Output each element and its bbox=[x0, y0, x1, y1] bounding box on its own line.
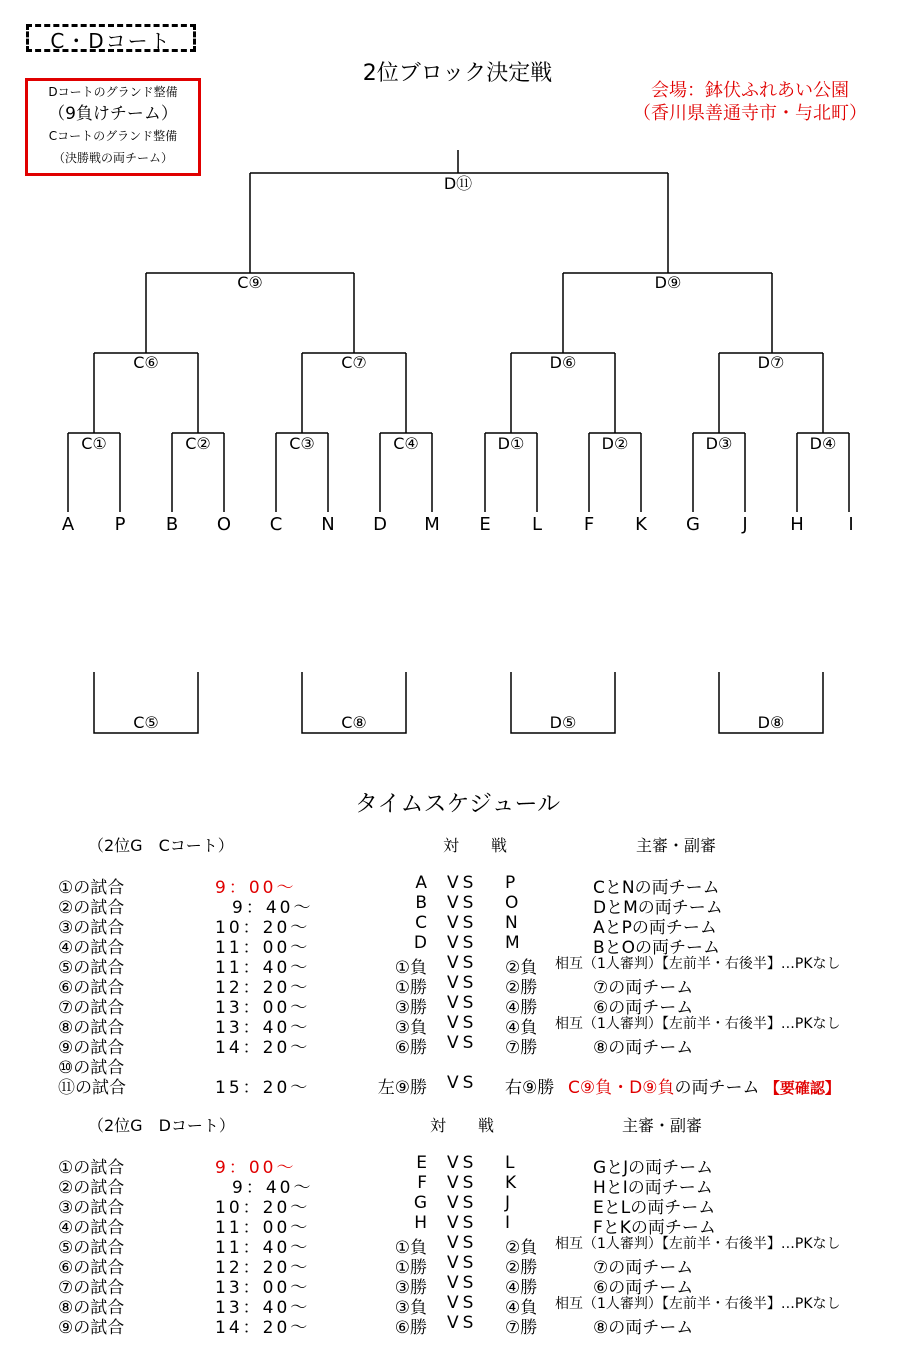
match-label-consolation: C⑧ bbox=[341, 713, 367, 732]
team-left: ①負 bbox=[394, 1238, 427, 1258]
match-label-consolation: C⑤ bbox=[133, 713, 159, 732]
schedule-row bbox=[0, 1173, 915, 1198]
team-label: J bbox=[742, 514, 748, 535]
game-number: ②の試合 bbox=[58, 898, 125, 918]
game-number: ⑧の試合 bbox=[58, 1018, 125, 1038]
game-time: 10：20～ bbox=[215, 1198, 311, 1218]
game-number: ②の試合 bbox=[58, 1178, 125, 1198]
game-number: ⑤の試合 bbox=[58, 1238, 125, 1258]
schedule-row bbox=[0, 1153, 915, 1178]
team-label: M bbox=[424, 514, 440, 535]
team-right: 右⑨勝 bbox=[505, 1078, 555, 1098]
match-label-round1: D④ bbox=[809, 434, 837, 453]
referee-note: 相互（1人審判）【左前半・右後半】…PKなし bbox=[555, 1236, 841, 1252]
schedule-row bbox=[0, 1013, 915, 1038]
team-right: K bbox=[505, 1173, 517, 1193]
team-label: L bbox=[531, 514, 543, 535]
referee-note: 相互（1人審判）【左前半・右後半】…PKなし bbox=[555, 956, 841, 972]
referee-note: 相互（1人審判）【左前半・右後半】…PKなし bbox=[555, 1296, 841, 1312]
to-confirm-tag: 【要確認】 bbox=[764, 1079, 840, 1097]
schedule-row bbox=[0, 933, 915, 958]
vs-label: VS bbox=[447, 953, 478, 973]
game-time: 14：20～ bbox=[215, 1038, 311, 1058]
team-left: C bbox=[415, 913, 427, 933]
section-header bbox=[0, 833, 915, 853]
column-match-header: 対 戦 bbox=[430, 1116, 495, 1135]
team-left: A bbox=[415, 873, 427, 893]
game-time: 15：20～ bbox=[215, 1078, 311, 1098]
team-left: ①負 bbox=[394, 958, 427, 978]
game-time: 13：40～ bbox=[215, 1298, 311, 1318]
team-right: ④勝 bbox=[505, 998, 538, 1018]
team-label: O bbox=[216, 514, 232, 535]
team-left: ③勝 bbox=[394, 998, 427, 1018]
game-time: 9：40～ bbox=[232, 898, 314, 918]
match-label-quarter: D⑦ bbox=[757, 353, 785, 372]
schedule-row bbox=[0, 893, 915, 918]
game-number: ⑩の試合 bbox=[58, 1058, 125, 1078]
team-left: ③負 bbox=[394, 1018, 427, 1038]
schedule-row bbox=[0, 873, 915, 898]
maintenance-line-4: （決勝戦の両チーム） bbox=[52, 151, 173, 165]
referee: EとLの両チーム bbox=[593, 1198, 716, 1218]
match-label-round1: C③ bbox=[289, 434, 315, 453]
game-time: 9：00～ bbox=[215, 878, 297, 898]
team-right: ④負 bbox=[505, 1018, 538, 1038]
schedule-row bbox=[0, 913, 915, 938]
schedule-row bbox=[0, 1293, 915, 1318]
game-number: ④の試合 bbox=[58, 938, 125, 958]
referee: FとKの両チーム bbox=[593, 1218, 716, 1238]
vs-label: VS bbox=[447, 1293, 478, 1313]
vs-label: VS bbox=[447, 1213, 478, 1233]
schedule-row bbox=[0, 1073, 915, 1098]
game-time: 11：00～ bbox=[215, 1218, 311, 1238]
match-label-round1: C① bbox=[81, 434, 107, 453]
schedule-row bbox=[0, 953, 915, 978]
team-label: C bbox=[269, 514, 283, 535]
vs-label: VS bbox=[447, 1273, 478, 1293]
match-label-round1: D② bbox=[601, 434, 629, 453]
team-right: J bbox=[505, 1193, 511, 1213]
team-left: H bbox=[414, 1213, 427, 1233]
referee: ⑥の両チーム bbox=[593, 1278, 694, 1298]
team-left: G bbox=[413, 1193, 427, 1213]
team-right: ②負 bbox=[505, 958, 538, 978]
referee: ⑦の両チーム bbox=[593, 1258, 694, 1278]
game-number: ⑦の試合 bbox=[58, 998, 125, 1018]
court-tag: C・Dコート bbox=[26, 24, 196, 52]
vs-label: VS bbox=[447, 1013, 478, 1033]
game-number: ④の試合 bbox=[58, 1218, 125, 1238]
match-label-quarter: C⑦ bbox=[341, 353, 367, 372]
team-left: ③勝 bbox=[394, 1278, 427, 1298]
team-label: G bbox=[686, 514, 700, 535]
team-right: N bbox=[505, 913, 518, 933]
team-right: ④負 bbox=[505, 1298, 538, 1318]
team-left: ③負 bbox=[394, 1298, 427, 1318]
vs-label: VS bbox=[447, 973, 478, 993]
team-label: D bbox=[373, 514, 387, 535]
team-label: B bbox=[165, 514, 179, 535]
match-label-consolation: D⑧ bbox=[757, 713, 785, 732]
schedule-row bbox=[0, 1253, 915, 1278]
team-right: M bbox=[505, 933, 520, 953]
team-label: E bbox=[479, 514, 491, 535]
game-number: ③の試合 bbox=[58, 1198, 125, 1218]
section-title: （2位G Cコート） bbox=[88, 836, 234, 855]
referee-final bbox=[568, 1073, 840, 1098]
referee: BとOの両チーム bbox=[593, 938, 721, 958]
team-label: I bbox=[848, 514, 854, 535]
team-left: D bbox=[413, 933, 427, 953]
game-number: ⑨の試合 bbox=[58, 1038, 125, 1058]
team-right: P bbox=[505, 873, 516, 893]
match-label-final: D⑪ bbox=[443, 174, 473, 193]
page-title: 2位ブロック決定戦 bbox=[362, 61, 553, 86]
vs-label: VS bbox=[447, 1313, 478, 1333]
match-label-round1: D① bbox=[497, 434, 525, 453]
referee: DとMの両チーム bbox=[593, 898, 723, 918]
match-label-semi: C⑨ bbox=[237, 273, 263, 292]
team-left: ⑥勝 bbox=[394, 1038, 427, 1058]
game-time: 11：00～ bbox=[215, 938, 311, 958]
column-match-header: 対 戦 bbox=[443, 836, 508, 855]
match-label-round1: C④ bbox=[393, 434, 419, 453]
game-time: 11：40～ bbox=[215, 958, 311, 978]
schedule-row bbox=[0, 1193, 915, 1218]
game-number: ⑤の試合 bbox=[58, 958, 125, 978]
match-label-quarter: D⑥ bbox=[549, 353, 577, 372]
vs-label: VS bbox=[447, 1193, 478, 1213]
team-label: K bbox=[635, 514, 647, 535]
game-time: 10：20～ bbox=[215, 918, 311, 938]
game-time: 9：00～ bbox=[215, 1158, 297, 1178]
team-right: ②勝 bbox=[505, 1258, 538, 1278]
schedule-row bbox=[0, 1033, 915, 1058]
schedule-row bbox=[0, 1313, 915, 1338]
vs-label: VS bbox=[447, 1253, 478, 1273]
game-time: 13：00～ bbox=[215, 998, 311, 1018]
game-time: 13：40～ bbox=[215, 1018, 311, 1038]
column-referee-header: 主審・副審 bbox=[622, 1116, 703, 1135]
referee-note: 相互（1人審判）【左前半・右後半】…PKなし bbox=[555, 1016, 841, 1032]
vs-label: VS bbox=[447, 893, 478, 913]
referee-final-suffix: の両チーム bbox=[674, 1078, 760, 1098]
team-left: E bbox=[416, 1153, 427, 1173]
referee: ⑦の両チーム bbox=[593, 978, 694, 998]
team-label: A bbox=[61, 514, 75, 535]
section-header bbox=[0, 1113, 915, 1133]
vs-label: VS bbox=[447, 913, 478, 933]
schedule-row bbox=[0, 1053, 915, 1078]
team-right: I bbox=[505, 1213, 511, 1233]
match-label-quarter: C⑥ bbox=[133, 353, 159, 372]
team-right: ②勝 bbox=[505, 978, 538, 998]
venue-line-2: （香川県善通寺市・与北町） bbox=[633, 103, 867, 124]
vs-label: VS bbox=[447, 1073, 478, 1093]
match-label-round1: D③ bbox=[705, 434, 733, 453]
team-label: P bbox=[114, 514, 126, 535]
schedule-row bbox=[0, 993, 915, 1018]
referee: ⑧の両チーム bbox=[593, 1318, 694, 1338]
game-number: ⑪の試合 bbox=[58, 1078, 126, 1098]
vs-label: VS bbox=[447, 933, 478, 953]
game-number: ①の試合 bbox=[58, 1158, 125, 1178]
referee: HとIの両チーム bbox=[593, 1178, 713, 1198]
referee: CとNの両チーム bbox=[593, 878, 720, 898]
vs-label: VS bbox=[447, 1173, 478, 1193]
referee: ⑥の両チーム bbox=[593, 998, 694, 1018]
team-label: H bbox=[790, 514, 804, 535]
game-time: 12：20～ bbox=[215, 1258, 311, 1278]
vs-label: VS bbox=[447, 993, 478, 1013]
match-label-consolation: D⑤ bbox=[549, 713, 577, 732]
maintenance-line-2: （9負けチーム） bbox=[48, 104, 178, 124]
maintenance-line-3: Cコートのグランド整備 bbox=[48, 129, 178, 143]
vs-label: VS bbox=[447, 1233, 478, 1253]
game-number: ①の試合 bbox=[58, 878, 125, 898]
team-label: N bbox=[321, 514, 335, 535]
vs-label: VS bbox=[447, 873, 478, 893]
game-time: 9：40～ bbox=[232, 1178, 314, 1198]
team-label: F bbox=[583, 514, 595, 535]
game-time: 14：20～ bbox=[215, 1318, 311, 1338]
maintenance-line-1: Dコートのグランド整備 bbox=[48, 85, 178, 99]
game-number: ③の試合 bbox=[58, 918, 125, 938]
game-number: ⑧の試合 bbox=[58, 1298, 125, 1318]
referee: AとPの両チーム bbox=[593, 918, 717, 938]
vs-label: VS bbox=[447, 1033, 478, 1053]
game-time: 11：40～ bbox=[215, 1238, 311, 1258]
referee-final-teams: C⑨負・D⑨負 bbox=[568, 1078, 675, 1098]
schedule-row bbox=[0, 1213, 915, 1238]
game-number: ⑥の試合 bbox=[58, 978, 125, 998]
schedule-row bbox=[0, 973, 915, 998]
schedule-row bbox=[0, 1233, 915, 1258]
referee: GとJの両チーム bbox=[593, 1158, 714, 1178]
venue-line-1: 会場：鉢伏ふれあい公園 bbox=[651, 80, 849, 101]
game-number: ⑦の試合 bbox=[58, 1278, 125, 1298]
section-title: （2位G Dコート） bbox=[88, 1116, 235, 1135]
game-number: ⑥の試合 bbox=[58, 1258, 125, 1278]
game-time: 12：20～ bbox=[215, 978, 311, 998]
team-right: L bbox=[505, 1153, 515, 1173]
team-right: ⑦勝 bbox=[505, 1038, 538, 1058]
match-label-semi: D⑨ bbox=[654, 273, 682, 292]
match-label-round1: C② bbox=[185, 434, 211, 453]
game-time: 13：00～ bbox=[215, 1278, 311, 1298]
team-left: F bbox=[417, 1173, 427, 1193]
team-left: B bbox=[415, 893, 427, 913]
team-left: ①勝 bbox=[394, 978, 427, 998]
schedule-row bbox=[0, 1273, 915, 1298]
schedule-title: タイムスケジュール bbox=[354, 791, 561, 817]
team-left: ⑥勝 bbox=[394, 1318, 427, 1338]
team-right: ⑦勝 bbox=[505, 1318, 538, 1338]
vs-label: VS bbox=[447, 1153, 478, 1173]
team-right: ④勝 bbox=[505, 1278, 538, 1298]
team-left: 左⑨勝 bbox=[377, 1078, 427, 1098]
team-right: O bbox=[505, 893, 519, 913]
team-right: ②負 bbox=[505, 1238, 538, 1258]
team-left: ①勝 bbox=[394, 1258, 427, 1278]
game-number: ⑨の試合 bbox=[58, 1318, 125, 1338]
referee: ⑧の両チーム bbox=[593, 1038, 694, 1058]
column-referee-header: 主審・副審 bbox=[636, 836, 717, 855]
